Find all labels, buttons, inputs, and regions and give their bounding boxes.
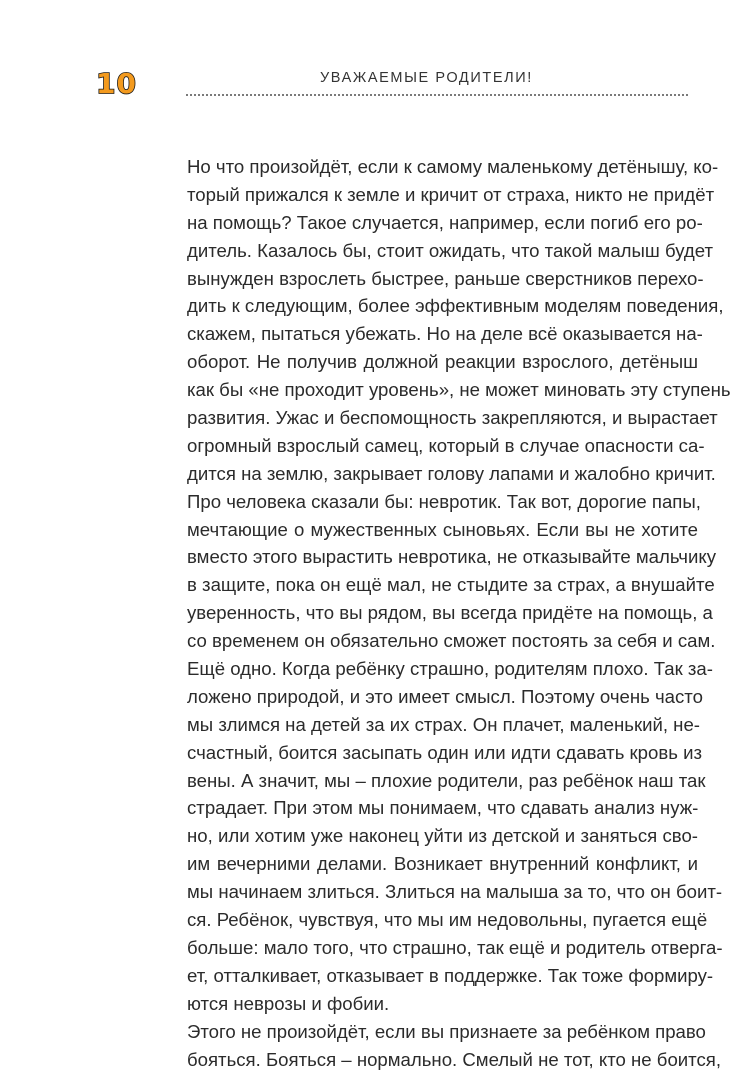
text-line: ложено природой, и это имеет смысл. Поэтому очень часто	[187, 683, 698, 711]
text-line: уверенность, что вы рядом, вы всегда придёте на помощь, а	[187, 599, 698, 627]
text-line: страдает. При этом мы понимаем, что сдавать анализ нуж-	[187, 794, 698, 822]
text-line: но, или хотим уже наконец уйти из детской и заняться сво-	[187, 822, 698, 850]
running-header-title: УВАЖАЕМЫЕ РОДИТЕЛИ!	[320, 68, 533, 88]
text-line: со временем он обязательно сможет постоять за себя и сам.	[187, 627, 698, 655]
text-line: бояться. Бояться – нормально. Смелый не тот, кто не боится,	[187, 1046, 698, 1073]
text-line: им вечерними делами. Возникает внутренний конфликт, и	[187, 850, 698, 878]
text-line: больше: мало того, что страшно, так ещё и родитель отверга-	[187, 934, 698, 962]
text-line: ет, отталкивает, отказывает в поддержке. Так тоже формиру-	[187, 962, 698, 990]
text-line: вместо этого вырастить невротика, не отказывайте мальчику	[187, 543, 698, 571]
text-line: мы начинаем злиться. Злиться на малыша за то, что он боит-	[187, 878, 698, 906]
text-line: как бы «не проходит уровень», не может миновать эту ступень	[187, 376, 698, 404]
text-line: оборот. Не получив должной реакции взрослого, детёныш	[187, 348, 698, 376]
text-line: торый прижался к земле и кричит от страха, никто не придёт	[187, 181, 698, 209]
text-line: Ещё одно. Когда ребёнку страшно, родителям плохо. Так за-	[187, 655, 698, 683]
text-line: Про человека сказали бы: невротик. Так вот, дорогие папы,	[187, 488, 698, 516]
body-text	[187, 153, 698, 1073]
text-line: вены. А значит, мы – плохие родители, раз ребёнок наш так	[187, 767, 698, 795]
text-line: дится на землю, закрывает голову лапами и жалобно кричит.	[187, 460, 698, 488]
text-line: дитель. Казалось бы, стоит ожидать, что такой малыш будет	[187, 237, 698, 265]
text-line: Но что произойдёт, если к самому маленькому детёнышу, ко-	[187, 153, 698, 181]
text-line: в защите, пока он ещё мал, не стыдите за страх, а внушайте	[187, 571, 698, 599]
text-line: на помощь? Такое случается, например, если погиб его ро-	[187, 209, 698, 237]
text-line: скажем, пытаться убежать. Но на деле всё оказывается на-	[187, 320, 698, 348]
text-line: ся. Ребёнок, чувствуя, что мы им недовольны, пугается ещё	[187, 906, 698, 934]
text-line: вынужден взрослеть быстрее, раньше сверстников перехо-	[187, 265, 698, 293]
text-line: мы злимся на детей за их страх. Он плачет, маленький, не-	[187, 711, 698, 739]
text-line: ются неврозы и фобии.	[187, 990, 698, 1018]
text-line: счастный, боится засыпать один или идти сдавать кровь из	[187, 739, 698, 767]
header-dotted-rule	[186, 94, 688, 96]
page-number: 10	[96, 66, 137, 102]
text-line: мечтающие о мужественных сыновьях. Если вы не хотите	[187, 516, 698, 544]
text-line: огромный взрослый самец, который в случае опасности са-	[187, 432, 698, 460]
text-line: развития. Ужас и беспомощность закрепляются, и вырастает	[187, 404, 698, 432]
text-line: дить к следующим, более эффективным моделям поведения,	[187, 292, 698, 320]
text-line: Этого не произойдёт, если вы признаете за ребёнком право	[187, 1018, 698, 1046]
